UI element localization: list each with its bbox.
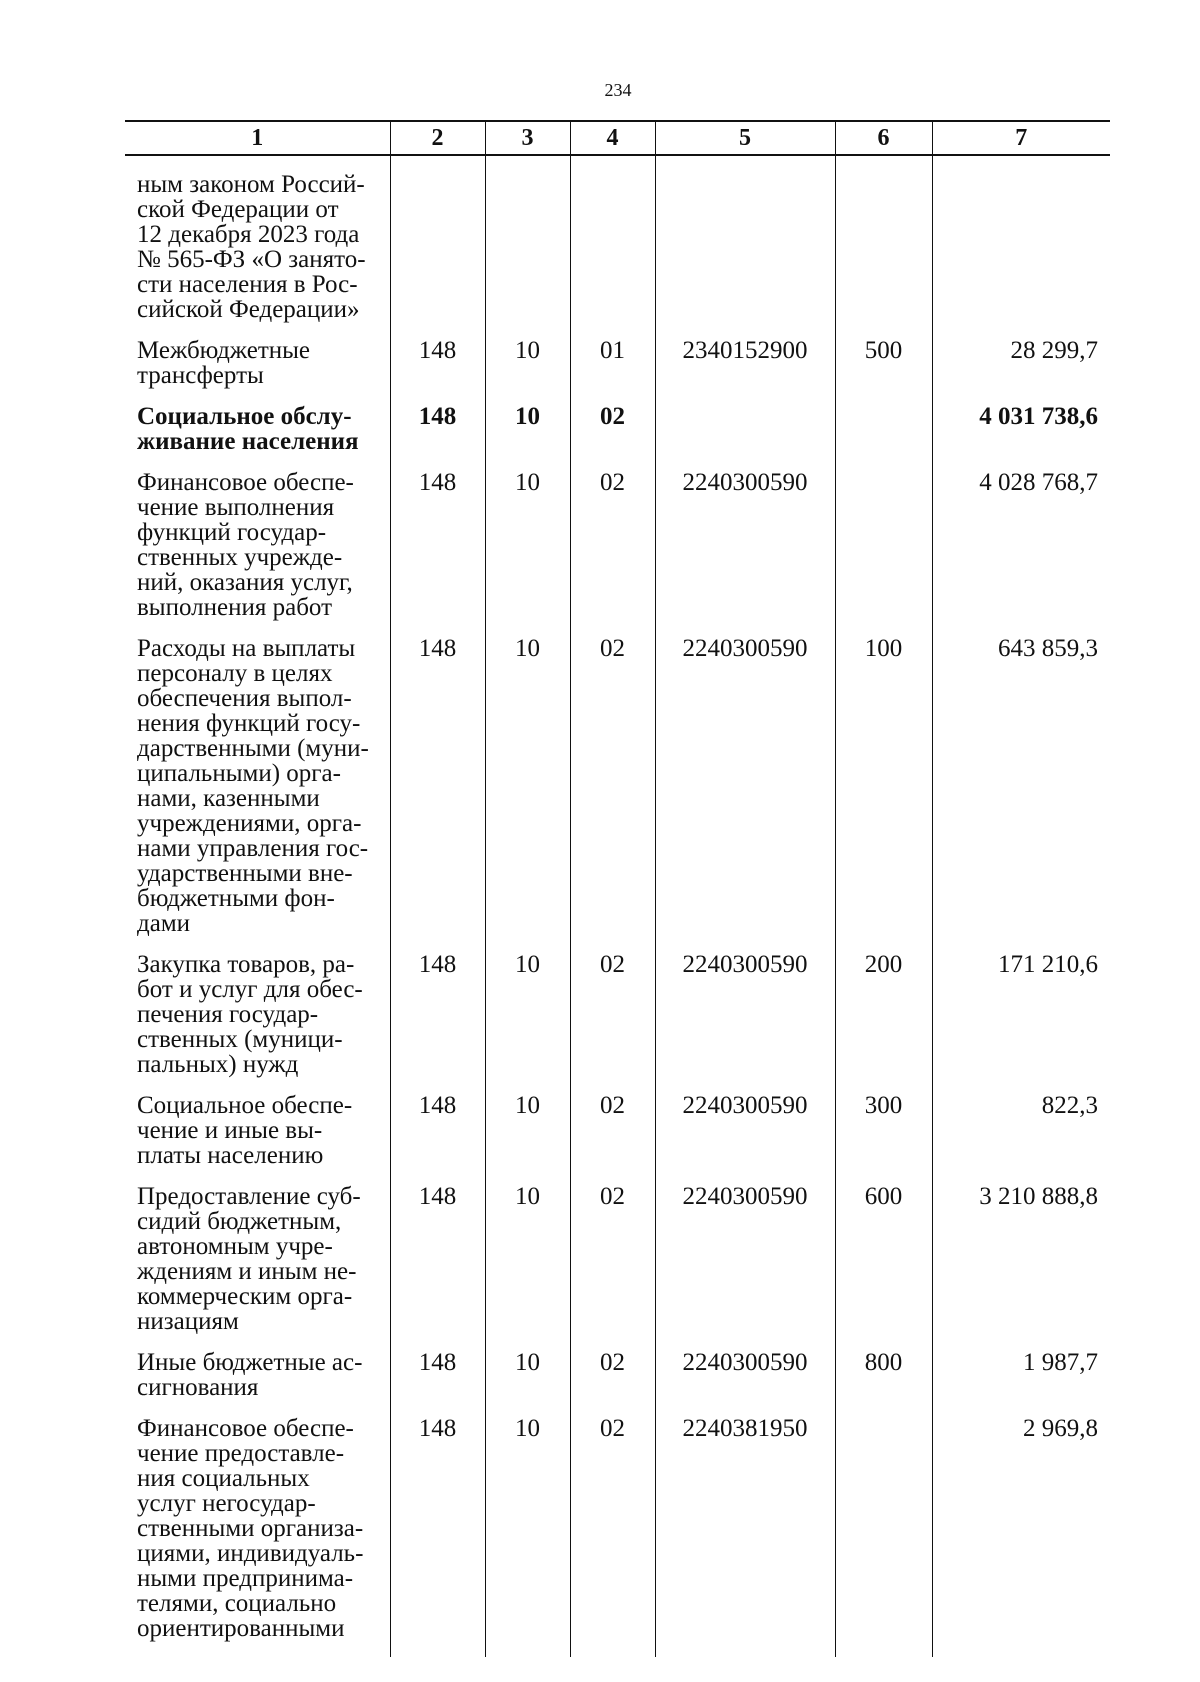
header-row [125,121,1110,155]
cell-name-line: ударственными вне- [137,860,353,887]
table-row [125,1416,1110,1657]
cell-rz: 10 [485,1093,570,1184]
cell-name-line: ждениям и иным не- [137,1258,357,1285]
cell-name-line: чение выполнения [137,494,335,521]
cell-gr: 148 [390,1184,485,1350]
table-row [125,1093,1110,1184]
cell-name-line: чение и иные вы- [137,1117,323,1144]
cell-vr [835,1416,932,1657]
cell-name-line: Предоставление суб- [137,1183,361,1210]
cell-pr [570,172,655,338]
header-col-3: 3 [485,121,570,155]
cell-csr [655,172,835,338]
cell-name-line: выполнения работ [137,594,333,621]
cell-pr: 02 [570,404,655,470]
cell-name-line: ориентированными [137,1615,345,1642]
cell-name-line: циями, индивидуаль- [137,1540,364,1567]
cell-name-line: ний, оказания услуг, [137,569,353,596]
cell-pr: 02 [570,952,655,1093]
cell-name [125,470,390,636]
cell-name-line: сийской Федерации» [137,296,360,323]
cell-name-line: нами, казенными [137,785,320,812]
cell-csr: 2240300590 [655,636,835,952]
cell-name-line: телями, социально [137,1590,337,1617]
cell-rz: 10 [485,1350,570,1416]
cell-name-line: Закупка товаров, ра- [137,951,355,978]
cell-name-line: сти населения в Рос- [137,271,358,298]
table-body [125,155,1110,1657]
cell-name-line: ственных учрежде- [137,544,343,571]
cell-name-line: обеспечения выпол- [137,685,352,712]
cell-name-line: бот и услуг для обес- [137,976,363,1003]
cell-rz: 10 [485,338,570,404]
cell-name-line: дарственными (муни- [137,735,369,762]
cell-name [125,1416,390,1657]
table-row [125,952,1110,1093]
cell-vr: 800 [835,1350,932,1416]
table-header [125,121,1110,155]
header-col-7: 7 [932,121,1110,155]
cell-name-line: ственных (муници- [137,1026,343,1053]
cell-name [125,1093,390,1184]
cell-name-line: трансферты [137,362,264,389]
cell-name-line: услуг негосудар- [137,1490,316,1517]
cell-sum: 2 969,8 [932,1416,1110,1657]
cell-name-line: ными предпринима- [137,1565,354,1592]
cell-vr: 200 [835,952,932,1093]
cell-name-line: платы населению [137,1142,324,1169]
cell-name-line: ской Федерации от [137,196,339,223]
cell-name-line: нения функций госу- [137,710,361,737]
header-col-5: 5 [655,121,835,155]
cell-vr [835,172,932,338]
cell-name-line: Межбюджетные [137,337,311,364]
cell-rz: 10 [485,470,570,636]
cell-sum [932,172,1110,338]
cell-name-line: автономным учре- [137,1233,333,1260]
cell-name-line: сигнования [137,1374,259,1401]
cell-gr: 148 [390,1416,485,1657]
cell-gr: 148 [390,1093,485,1184]
page-number: 234 [604,80,632,100]
cell-name [125,636,390,952]
cell-name-line: чение предоставле- [137,1440,345,1467]
cell-csr: 2340152900 [655,338,835,404]
cell-pr: 02 [570,1350,655,1416]
cell-csr: 2240300590 [655,1184,835,1350]
cell-name-line: функций государ- [137,519,327,546]
cell-gr: 148 [390,1350,485,1416]
table-row [125,404,1110,470]
cell-vr: 600 [835,1184,932,1350]
cell-vr [835,404,932,470]
cell-name-line: коммерческим орга- [137,1283,353,1310]
cell-rz: 10 [485,1184,570,1350]
cell-rz: 10 [485,952,570,1093]
table-row [125,636,1110,952]
cell-pr: 02 [570,1184,655,1350]
cell-csr [655,404,835,470]
table-row [125,1350,1110,1416]
cell-rz: 10 [485,1416,570,1657]
cell-name-line: дами [137,910,191,937]
cell-sum: 4 028 768,7 [932,470,1110,636]
cell-csr: 2240300590 [655,1093,835,1184]
table-row [125,172,1110,338]
cell-name-line: 12 декабря 2023 года [137,221,360,248]
cell-pr: 02 [570,636,655,952]
cell-gr [390,172,485,338]
cell-name-line: Финансовое обеспе- [137,469,354,496]
cell-csr: 2240300590 [655,1350,835,1416]
cell-vr: 100 [835,636,932,952]
cell-pr: 02 [570,1416,655,1657]
cell-rz [485,172,570,338]
cell-name-line: низациям [137,1308,239,1335]
cell-rz: 10 [485,636,570,952]
budget-table [125,120,1110,1657]
cell-vr: 300 [835,1093,932,1184]
cell-pr: 01 [570,338,655,404]
cell-name-line: ственными организа- [137,1515,364,1542]
cell-gr: 148 [390,470,485,636]
cell-pr: 02 [570,470,655,636]
cell-name-line: № 565-ФЗ «О занято- [137,246,366,273]
cell-csr: 2240381950 [655,1416,835,1657]
header-col-4: 4 [570,121,655,155]
cell-name-line: Финансовое обеспе- [137,1415,354,1442]
cell-name [125,172,390,338]
budget-table-container [125,120,1110,1657]
cell-gr: 148 [390,952,485,1093]
cell-gr: 148 [390,338,485,404]
table-row [125,470,1110,636]
cell-name-line: персоналу в целях [137,660,333,687]
table-row [125,1184,1110,1350]
cell-sum: 822,3 [932,1093,1110,1184]
header-col-1: 1 [125,121,390,155]
cell-sum: 4 031 738,6 [932,404,1110,470]
cell-name [125,1350,390,1416]
cell-name [125,338,390,404]
cell-name-line: учреждениями, орга- [137,810,362,837]
table-spacer-row [125,155,1110,172]
cell-gr: 148 [390,404,485,470]
cell-sum: 643 859,3 [932,636,1110,952]
cell-name-line: печения государ- [137,1001,319,1028]
header-col-2: 2 [390,121,485,155]
cell-csr: 2240300590 [655,470,835,636]
cell-sum: 28 299,7 [932,338,1110,404]
cell-sum: 171 210,6 [932,952,1110,1093]
table-row [125,338,1110,404]
cell-sum: 1 987,7 [932,1350,1110,1416]
cell-csr: 2240300590 [655,952,835,1093]
cell-name-line: ципальными) орга- [137,760,341,787]
cell-name-line: ния социальных [137,1465,310,1492]
cell-name-line: Расходы на выплаты [137,635,356,662]
cell-name [125,404,390,470]
cell-gr: 148 [390,636,485,952]
cell-name-line: пальных) нужд [137,1051,299,1078]
cell-vr: 500 [835,338,932,404]
cell-name-line: ным законом Россий- [137,171,365,198]
cell-name [125,952,390,1093]
cell-sum: 3 210 888,8 [932,1184,1110,1350]
cell-name-line: Иные бюджетные ас- [137,1349,363,1376]
cell-rz: 10 [485,404,570,470]
cell-name-line: бюджетными фон- [137,885,335,912]
cell-name-line: нами управления гос- [137,835,369,862]
cell-name-line: сидий бюджетным, [137,1208,342,1235]
header-col-6: 6 [835,121,932,155]
cell-name-line: живание населения [137,428,359,455]
cell-name [125,1184,390,1350]
cell-pr: 02 [570,1093,655,1184]
cell-name-line: Социальное обеспе- [137,1092,353,1119]
cell-vr [835,470,932,636]
cell-name-line: Социальное обслу- [137,403,352,430]
